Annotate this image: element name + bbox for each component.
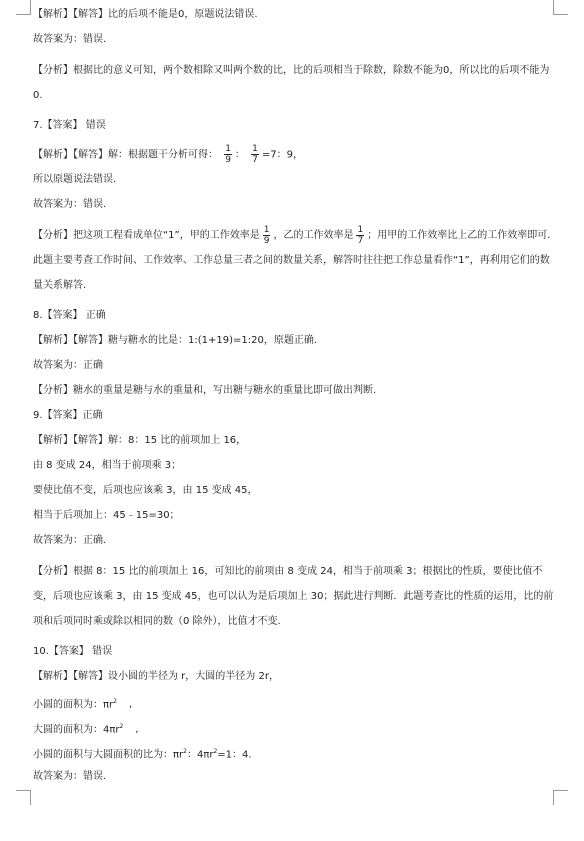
analysis-line: 要使比值不变，后项也应该乘 3，由 15 变成 45， <box>33 485 258 496</box>
analysis-line: 相当于后项加上：45﹣15=30； <box>33 510 180 521</box>
fraction: $\frac{1}{9}$ <box>225 144 231 165</box>
analysis-line: 大圆的面积为：$4\pi r^2$ , <box>33 723 139 736</box>
final-answer-line: 故答案为：正确 <box>33 360 103 371</box>
analysis-line: 【解析】【解答】解：8：15 比的前项加上 16， <box>33 435 247 446</box>
question-heading: 8.【答案】 正确 <box>33 310 106 321</box>
analysis-text: =7：9， <box>261 149 303 161</box>
remark-line: 【分析】糖水的重量是糖与水的重量和，写出糖与糖水的重量比即可做出判断. <box>33 385 377 396</box>
analysis-line: 小圆的面积为：$\pi r^2$ , <box>33 698 133 711</box>
crop-mark-bottom-right <box>553 790 568 805</box>
final-answer-line: 故答案为：错误. <box>33 34 107 45</box>
answer-content <box>33 8 558 784</box>
analysis-line: 所以原题说法错误. <box>33 174 117 185</box>
fraction: $\frac{1}{7}$ <box>252 144 258 165</box>
question-heading: 10.【答案】 错误 <box>33 646 113 657</box>
analysis-line: 由 8 变成 24，相当于前项乘 3； <box>33 460 182 471</box>
crop-mark-top-left <box>16 0 31 15</box>
final-answer-line: 故答案为：错误. <box>33 199 107 210</box>
fraction: $\frac{1}{7}$ <box>357 224 364 246</box>
analysis-line: 【解析】【解答】解：根据题干分析可得： $\frac{1}{9}$ ： $\frac{1}{7}$ =7：9， <box>33 144 303 165</box>
analysis-line: 【解析】【解答】糖与糖水的比是：1:(1+19)=1:20，原题正确. <box>33 335 318 346</box>
analysis-line: 小圆的面积与大圆面积的比为：$\pi r^2$：$4\pi r^2=1$：4. <box>33 748 252 761</box>
analysis-text: 【解析】【解答】解：根据题干分析可得： <box>33 149 218 161</box>
crop-mark-bottom-left <box>16 790 31 805</box>
final-answer-line: 故答案为：正确. <box>33 535 107 546</box>
remark-paragraph: 【分析】根据 8：15 比的前项加上 16，可知比的前项由 8 变成 24，相当于前项乘 3；根据比的性质，要使比值不变，后项也应该乘 3，由 15 变成 45，也可以认为是后项加上 30；据此进行判断．此题考查比的性质的运用，比的前项和后项同时乘或除以相同的数（0 除外），比值才不变. <box>33 566 554 627</box>
question-heading: 9.【答案】正确 <box>33 410 103 421</box>
fraction: $\frac{1}{9}$ <box>263 224 270 246</box>
question-heading: 7.【答案】 错误 <box>33 120 106 131</box>
analysis-line: 【解析】【解答】设小圆的半径为 r，大圆的半径为 2r， <box>33 671 279 682</box>
remark-paragraph: 【分析】根据比的意义可知，两个数相除又叫两个数的比，比的后项相当于除数，除数不能为0，所以比的后项不能为0. <box>33 65 550 101</box>
remark-paragraph: 【分析】把这项工程看成单位“1”，甲的工作效率是 $\frac{1}{9}$ ，乙的工作效率是 $\frac{1}{7}$ ；用甲的工作效率比上乙的工作效率即可．此题主要考查工作时间、工作效率、工作总量三者之间的数量关系，解答时往往把工作总量看作“1”，再利用它们的数量关系解答. <box>33 224 558 291</box>
analysis-line: 【解析】【解答】比的后项不能是0，原题说法错误. <box>33 9 258 20</box>
final-answer-line: 故答案为：错误. <box>33 771 107 782</box>
